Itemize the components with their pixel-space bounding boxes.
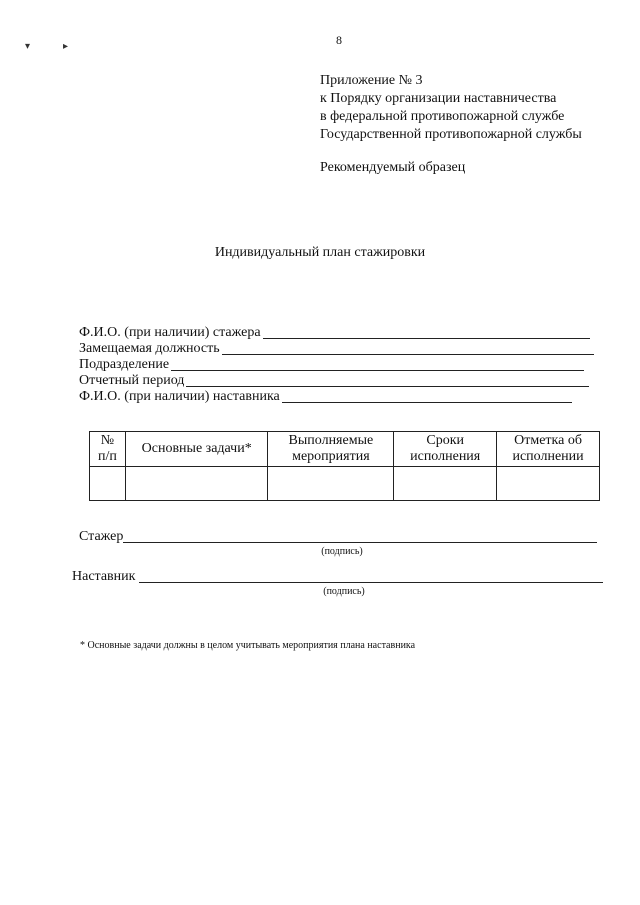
scan-mark-left: ▾ [25, 41, 31, 52]
report-period-field [79, 372, 589, 389]
subdivision-line[interactable] [171, 370, 584, 371]
trainee-signature-line[interactable] [123, 542, 597, 543]
mentor-name-field [79, 388, 572, 405]
mentor-name-line[interactable] [282, 402, 572, 403]
replaced-position-label: Замещаемая должность [79, 341, 220, 356]
mentor-signature-caption: (подпись) [323, 586, 365, 597]
subdivision-field [79, 356, 584, 373]
appendix-header [320, 72, 582, 144]
replaced-position-line[interactable] [222, 354, 594, 355]
appendix-line: к Порядку организации наставничества [320, 91, 557, 106]
header-completion-mark: Отметка об исполнении [497, 432, 600, 467]
table-cell[interactable] [90, 467, 126, 501]
scan-mark-right: ▸ [63, 41, 69, 52]
plan-table [89, 431, 600, 501]
table-header-row [90, 432, 600, 467]
trainee-signature-label: Стажер [79, 529, 124, 544]
table-cell[interactable] [268, 467, 394, 501]
document-title: Индивидуальный план стажировки [214, 245, 426, 260]
subdivision-label: Подразделение [79, 357, 170, 372]
appendix-line: Приложение № 3 [320, 73, 423, 88]
header-activities: Выполняемые мероприятия [268, 432, 394, 467]
trainee-signature-caption: (подпись) [321, 546, 363, 557]
trainee-name-field [79, 324, 590, 341]
trainee-signature-row [79, 528, 597, 545]
mentor-signature-line[interactable] [139, 582, 603, 583]
header-deadlines: Сроки исполнения [394, 432, 497, 467]
appendix-line: в федеральной противопожарной службе [320, 109, 565, 124]
header-number: № п/п [90, 432, 126, 467]
table-cell[interactable] [125, 467, 268, 501]
trainee-name-label: Ф.И.О. (при наличии) стажера [79, 325, 261, 340]
mentor-signature-label: Наставник [72, 569, 136, 584]
table-row [90, 467, 600, 501]
table-cell[interactable] [497, 467, 600, 501]
replaced-position-field [79, 340, 594, 357]
appendix-line: Государственной противопожарной службы [320, 127, 582, 142]
footnote: * Основные задачи должны в целом учитывать мероприятия плана наставника [80, 640, 416, 651]
table-cell[interactable] [394, 467, 497, 501]
report-period-label: Отчетный период [79, 373, 185, 388]
header-main-tasks: Основные задачи* [125, 432, 268, 467]
mentor-name-label: Ф.И.О. (при наличии) наставника [79, 389, 280, 404]
page-number: 8 [336, 33, 342, 47]
report-period-line[interactable] [186, 386, 589, 387]
mentor-signature-row [72, 568, 603, 585]
trainee-name-line[interactable] [263, 338, 590, 339]
recommended-sample-label: Рекомендуемый образец [320, 160, 466, 175]
